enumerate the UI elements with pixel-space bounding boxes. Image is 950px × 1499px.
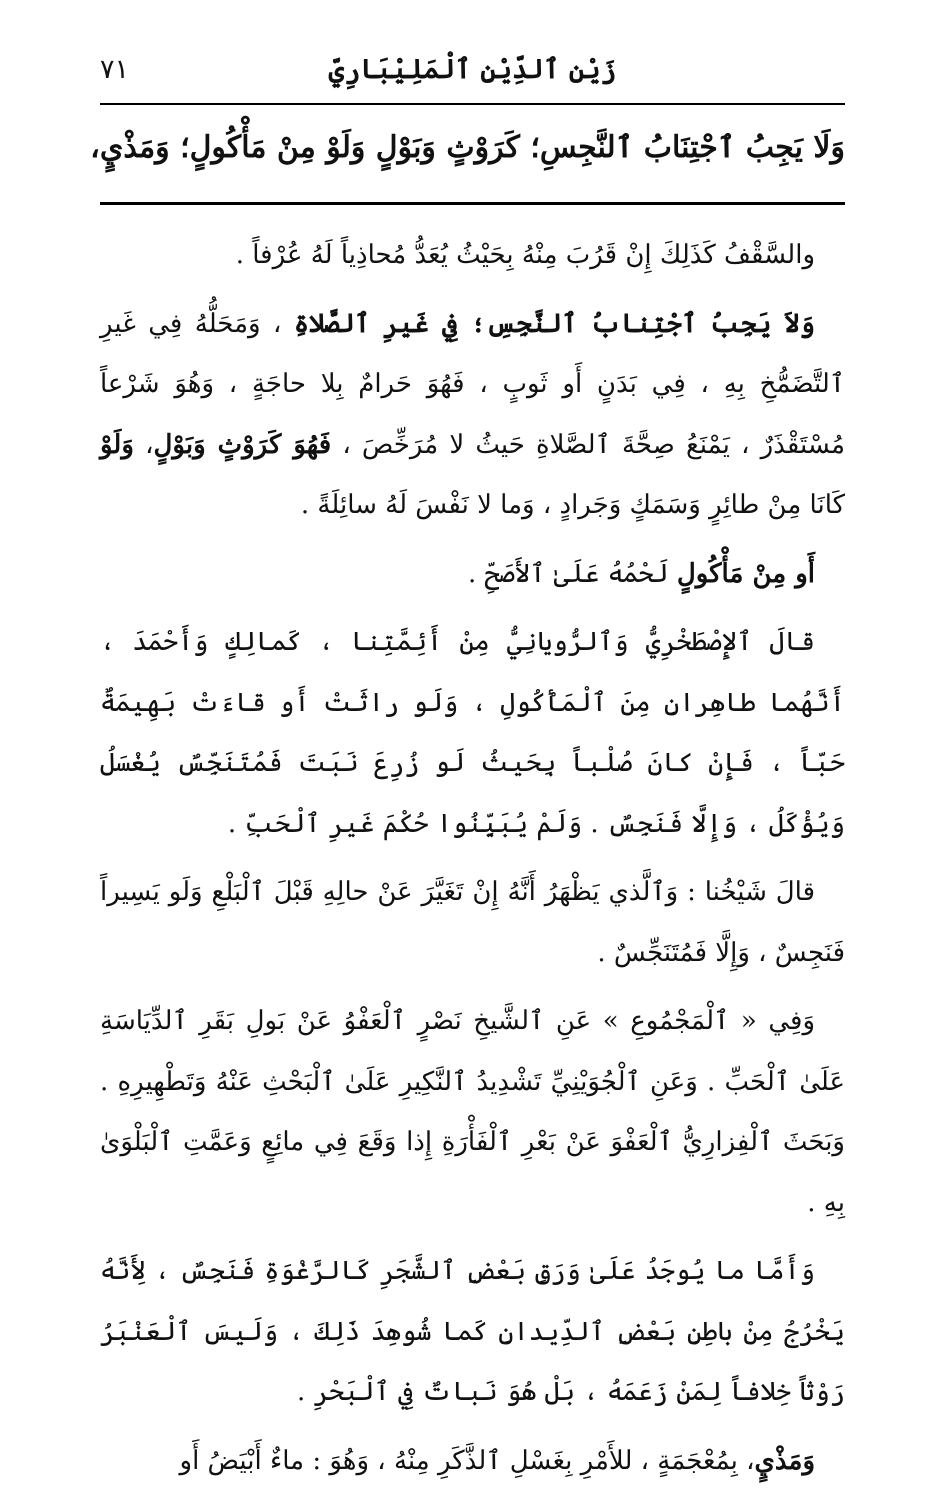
paragraph-5 bbox=[100, 862, 845, 983]
paragraph-6-text: وَفِي « ٱلْمَجْمُوعِ » عَنِ ٱلشَّيخِ نَصْرٍ ٱلْعَفْوُ عَنْ بَولِ بَقَرِ ٱلدِّيَاسَةِ عَلَىٰ ٱلْحَبِّ . وَعَنِ ٱلْجُوَيْنِيِّ تَشْدِيدُ ٱلنَّكِيرِ عَلَىٰ ٱلْبَحْثِ عَنْهُ وَتَطْهِيرِهِ . وَبَحَثَ ٱلْفِزارِيُّ ٱلْعَفْوَ عَنْ بَعْرِ ٱلْفَأْرَةِ إِذا وَقَعَ فِي مائِعٍ وَعَمَّتِ ٱلْبَلْوَىٰ بِهِ . bbox=[100, 1006, 845, 1218]
matn-quote: وَلاَ يَجِبُ ٱجْتِنابُ ٱلنَّجِسِ؛ فِي غَيرِ ٱلصَّلاةِ bbox=[293, 308, 816, 339]
paragraph-5-text: قالَ شَيْخُنا : وَٱلَّذي يَظْهَرُ أَنَّهُ إِنْ تَغَيَّرَ عَنْ حالِهِ قَبْلَ ٱلْبَلْعِ وَلَو يَسِيراً فَنَجِسٌ ، وَإِلَّا فَمُتَنَجِّسٌ . bbox=[100, 877, 845, 968]
matn-divider bbox=[100, 202, 845, 205]
paragraph-1 bbox=[100, 225, 845, 286]
commentary-text: كَانَا مِنْ طائِرٍ وَسَمَكٍ وَجَرادٍ ، وَما لا نَفْسَ لَهُ سائِلَةً . bbox=[300, 490, 845, 520]
page-header bbox=[100, 52, 845, 98]
paragraph-4-text: قالَ ٱلإِصْطَخْرِيُّ وَٱلرُّويانِيُّ مِنْ أَئِمَّتِنا ، كَمالِكٍ وَأَحْمَدَ ، أَنَّهُما طاهِرانِ مِنَ ٱلْمَأْكُولِ ، وَلَو راثَتْ أَو قاءَتْ بَهِيمَةٌ حَبّاً ، فَإِنْ كانَ صُلْباً بِحَيثُ لَو زُرِعَ نَبَتَ فَمُتَنَجِّسٌ يُغْسَلُ وَيُؤْكَلُ ، وَإِلَّا فَنَجِسٌ . وَلَمْ يُبَيِّنُوا حُكْمَ غَيرِ ٱلْحَبِّ . bbox=[100, 627, 845, 839]
commentary-text: لَحْمُهُ عَلَىٰ ٱلأَصَحِّ . bbox=[467, 558, 669, 589]
paragraph-4 bbox=[100, 612, 845, 854]
paragraph-1-text: والسَّقْفُ كَذَلِكَ إِنْ قَرُبَ مِنْهُ بِحَيْثُ يُعَدُّ مُحاذِياً لَهُ عُرْفاً . bbox=[235, 240, 815, 270]
paragraph-8 bbox=[100, 1431, 845, 1492]
header-divider bbox=[100, 103, 845, 105]
commentary-text: ، bbox=[145, 429, 154, 460]
running-title: زَيْن ٱلدِّيْنِ ٱلْمَلِيْبَارِيّ bbox=[328, 54, 617, 85]
page-number: ٧١ bbox=[100, 54, 130, 85]
commentary-text: ، وَمَحَلُّهُ فِي غَيرِ ٱلتَّضَمُّخِ بِهِ ، فِي بَدَنٍ أَو ثَوبٍ ، فَهُوَ حَرامٌ بِلا حاجَةٍ ، وَهُوَ شَرْعاً مُسْتَقْذَرٌ ، يَمْنَعُ صِحَّةَ ٱلصَّلاةِ حَيثُ لا مُرَخِّصَ ، bbox=[100, 308, 845, 460]
matn-quote: أَو مِنْ مَأْكُولٍ bbox=[676, 558, 815, 589]
matn-quote: وَلَوْ bbox=[100, 429, 134, 460]
matn-text: وَلَا يَجِبُ ٱجْتِنَابُ ٱلنَّجِسِ؛ كَرَوْثٍ وَبَوْلٍ وَلَوْ مِنْ مَأْكُولٍ؛ وَمَذْيٍ، bbox=[90, 130, 845, 165]
matn-quote: وَمَذْيٍ bbox=[754, 1445, 815, 1476]
commentary-text: ، بِمُعْجَمَةٍ ، للأَمْرِ بِغَسْلِ ٱلذَّكَرِ مِنْهُ ، وَهُوَ : ماءٌ أَبْيَضُ أَو bbox=[179, 1445, 755, 1476]
paragraph-3 bbox=[100, 544, 845, 605]
paragraph-7-text: وَأَمَّا ما يُوجَدُ عَلَىٰ وَرَقِ بَعْضِ ٱلشَّجَرِ كَالرَّغْوَةِ فَنَجِسٌ ، لِأَنَّهُ يَخْرُجُ مِنْ باطِنِ بَعْضِ ٱلدِّيدانِ كَما شُوهِدَ ذَلِكَ ، وَلَيسَ ٱلْعَنْبَرُ رَوْثاً خِلافاً لِمَنْ زَعَمَهُ ، بَلْ هُوَ نَباتٌ فِي ٱلْبَحْرِ . bbox=[100, 1256, 845, 1407]
matn-quote: فَهُوَ كَرَوْثٍ وَبَوْلٍ bbox=[153, 429, 332, 460]
paragraph-2 bbox=[100, 294, 845, 536]
paragraph-6 bbox=[100, 991, 845, 1233]
commentary-body bbox=[100, 225, 845, 1499]
paragraph-7 bbox=[100, 1241, 845, 1423]
